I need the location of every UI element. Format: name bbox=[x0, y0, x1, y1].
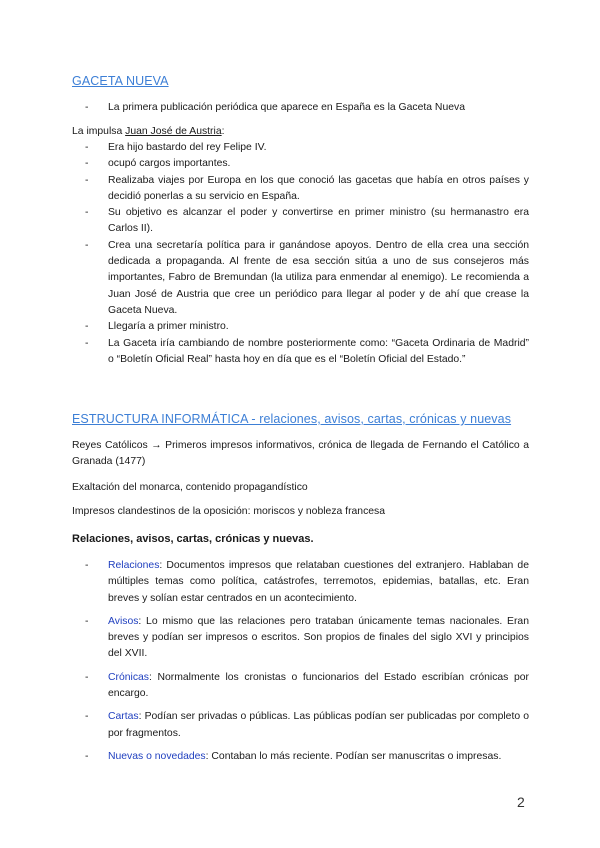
impulse-suffix: : bbox=[221, 126, 225, 137]
paragraph-reyes-catolicos: Reyes Católicos → Primeros impresos informativos, crónica de llegada de Fernando el Católico a Granada (1477) bbox=[72, 440, 529, 468]
list-item: - La primera publicación periódica que aparece en España es la Gaceta Nueva bbox=[72, 100, 529, 116]
list-item-cronicas bbox=[72, 670, 529, 703]
impulse-name: Juan José de Austria bbox=[125, 126, 222, 137]
list-item-cartas bbox=[72, 709, 529, 742]
impulse-prefix: La impulsa bbox=[72, 126, 126, 137]
section-title-gaceta-nueva: GACETA NUEVA bbox=[72, 74, 169, 88]
paragraph-exaltacion: Exaltación del monarca, contenido propagandístico bbox=[72, 482, 308, 493]
term-cronicas: Crónicas bbox=[108, 671, 149, 683]
intro-list bbox=[72, 100, 529, 116]
definition-nuevas: : Contaban lo más reciente. Podían ser manuscritas o impresas. bbox=[205, 750, 502, 762]
list-item: - Llegaría a primer ministro. bbox=[72, 319, 529, 335]
definition-cronicas: : Normalmente los cronistas o funcionarios del Estado escribían crónicas por encargo. bbox=[108, 671, 529, 700]
section-title-estructura: ESTRUCTURA INFORMÁTICA - relaciones, avisos, cartas, crónicas y nuevas bbox=[72, 412, 512, 426]
list-item: - Crea una secretaría política para ir ganándose apoyos. Dentro de ella crea una sección dedicada a propaganda. Al frente de esa sección sitúa a uno de sus consejeros más importantes, Fabro de Bremundan (la utiliza para enmendar al enemigo). Le recomienda a Juan José de Austria que cree un periódico para llegar al poder y de ahí que crease la Gaceta Nueva. bbox=[72, 238, 529, 319]
term-relaciones: Relaciones bbox=[108, 560, 160, 571]
definition-relaciones: : Documentos impresos que relataban cuestiones del extranjero. Hablaban de múltiples temas como política, catástrofes, terremotos, epidemias, batallas, etc. Eran breves y solían estar centrados en un acontecimiento. bbox=[108, 560, 529, 604]
list-item-nuevas bbox=[72, 749, 529, 765]
term-avisos: Avisos bbox=[108, 615, 139, 627]
gaceta-facts-list bbox=[72, 140, 529, 368]
definition-cartas: : Podían ser privadas o públicas. Las públicas podían ser publicadas por completo o por fragmentos. bbox=[108, 711, 529, 739]
term-nuevas: Nuevas o novedades bbox=[108, 750, 206, 762]
paragraph-impresos-clandestinos: Impresos clandestinos de la oposición: moriscos y nobleza francesa bbox=[72, 506, 386, 517]
subtitle-relaciones: Relaciones, avisos, cartas, crónicas y nuevas. bbox=[72, 533, 314, 545]
definition-avisos: : Lo mismo que las relaciones pero trataban únicamente temas nacionales. Eran breves y podían ser impresos o escritos. Son propios de finales del siglo XVI y principios del XVII. bbox=[108, 615, 529, 660]
list-item: - Realizaba viajes por Europa en los que conoció las gacetas que había en otros países y decidió ponerlas a su servicio en España. bbox=[72, 173, 529, 206]
list-item-relaciones bbox=[72, 558, 529, 607]
list-item: - ocupó cargos importantes. bbox=[72, 156, 529, 172]
list-item: - Era hijo bastardo del rey Felipe IV. bbox=[72, 140, 529, 156]
impulse-line bbox=[72, 124, 529, 140]
list-item: - La Gaceta iría cambiando de nombre posteriormente como: “Gaceta Ordinaria de Madrid” o “Boletín Oficial Real” hasta hoy en día que es el “Boletín Oficial del Estado.” bbox=[72, 336, 529, 369]
types-list bbox=[72, 558, 529, 772]
list-item: - Su objetivo es alcanzar el poder y convertirse en primer ministro (su hermanastro era Carlos II). bbox=[72, 205, 529, 238]
term-cartas: Cartas bbox=[108, 711, 139, 723]
page-number: 2 bbox=[517, 794, 525, 810]
list-item-avisos bbox=[72, 614, 529, 663]
